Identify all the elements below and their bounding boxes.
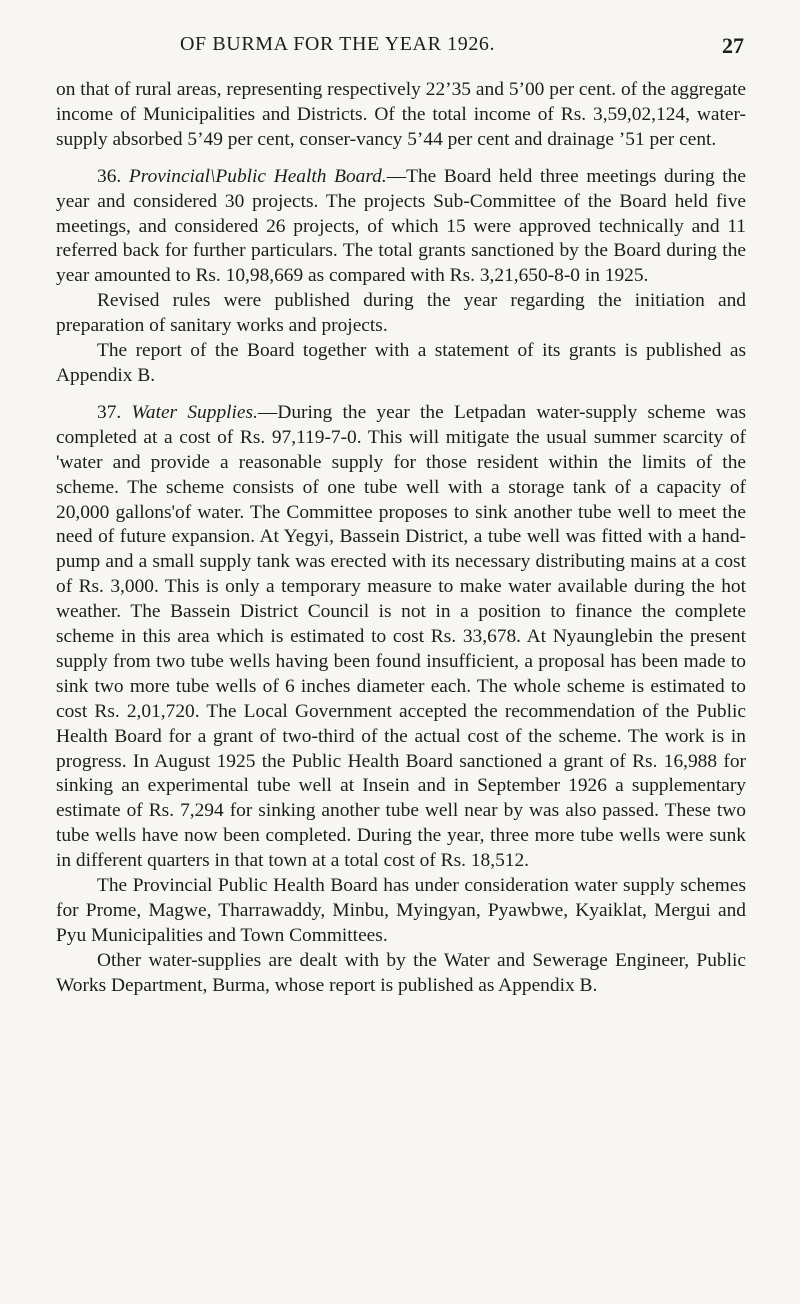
paragraph-revised-rules — [56, 289, 746, 339]
paragraph-continuation — [56, 78, 746, 153]
paragraph-text: The Provincial Public Health Board has under consideration water supply schemes for Prome, Magwe, Tharrawaddy, Minbu, Myingyan, Pyawbwe, Kyaiklat, Mergui and Pyu Municipalities and Town Committees. — [56, 875, 746, 946]
paragraph-section-36 — [56, 165, 746, 290]
paragraph-text: —During the year the Letpadan water-supply scheme was completed at a cost of Rs. 97,119-7-0. This will mitigate the usual summer scarcity of 'water and provide a reasonable supply for those resident within the limits of the scheme. The scheme consists of one tube well with a storage tank of a capacity of 20,000 gallons'of water. The Committee proposes to sink another tube well to meet the need of future expansion. At Yegyi, Bassein District, a tube well was fitted with a hand-pump and a small supply tank was erected with its necessary distributing mains at a cost of Rs. 3,000. This is only a temporary measure to make water available during the hot weather. The Bassein District Council is not in a position to finance the complete scheme in this area which is estimated to cost Rs. 33,678. At Nyaunglebin the present supply from two tube wells having been found insufficient, a proposal has been made to sink two more tube wells of 6 inches diameter each. The whole scheme is estimated to cost Rs. 2,01,720. The Local Government accepted the recommendation of the Public Health Board for a grant of two-third of the actual cost of the scheme. The work is in progress. In August 1925 the Public Health Board sanctioned a grant of Rs. 16,988 for sinking an experimental tube well at Insein and in September 1926 a supplementary estimate of Rs. 7,294 for sinking another tube well near by was also passed. These two tube wells have now been completed. During the year, three more tube wells were sunk in different quarters in that town at a total cost of Rs. 18,512. — [56, 401, 746, 872]
section-number: 36. — [97, 165, 122, 187]
paragraph-text: The report of the Board together with a statement of its grants is published as Appendix B. — [56, 340, 746, 386]
paragraph-text: —The Board held three meetings during the year and considered 30 projects. The projects Sub-Committee of the Board held five meetings, and considered 26 projects, of which 15 were approved technically and 11 referred back for further particulars. The total grants sanctioned by the Board during the year amounted to Rs. 10,98,669 as compared with Rs. 3,21,650-8-0 in 1925. — [56, 165, 746, 287]
paragraph-section-37 — [56, 401, 746, 874]
paragraph-schemes-under-consideration — [56, 874, 746, 949]
paragraph-text: on that of rural areas, representing respectively 22’35 and 5’00 per cent. of the aggregate income of Municipalities and Districts. Of the total income of Rs. 3,59,02,124, water-supply absorbed 5’49 per cent, conser-vancy 5’44 per cent and drainage ’51 per cent. — [56, 79, 746, 150]
running-head — [0, 33, 800, 57]
paragraph-text: Other water-supplies are dealt with by the Water and Sewerage Engineer, Public Works Department, Burma, whose report is published as Appendix B. — [56, 949, 746, 996]
running-title: OF BURMA FOR THE YEAR 1926. — [180, 33, 496, 55]
section-heading: Provincial\Public Health Board. — [128, 165, 387, 187]
paragraph-board-report — [56, 339, 746, 389]
page-number: 27 — [722, 33, 744, 58]
paragraph-text: Revised rules were published during the year regarding the initiation and preparation of sanitary works and projects. — [56, 290, 746, 337]
section-number: 37. — [97, 401, 122, 423]
paragraph-other-water-supplies — [56, 949, 746, 999]
body-text — [56, 78, 746, 999]
section-heading: Water Supplies. — [131, 401, 258, 423]
